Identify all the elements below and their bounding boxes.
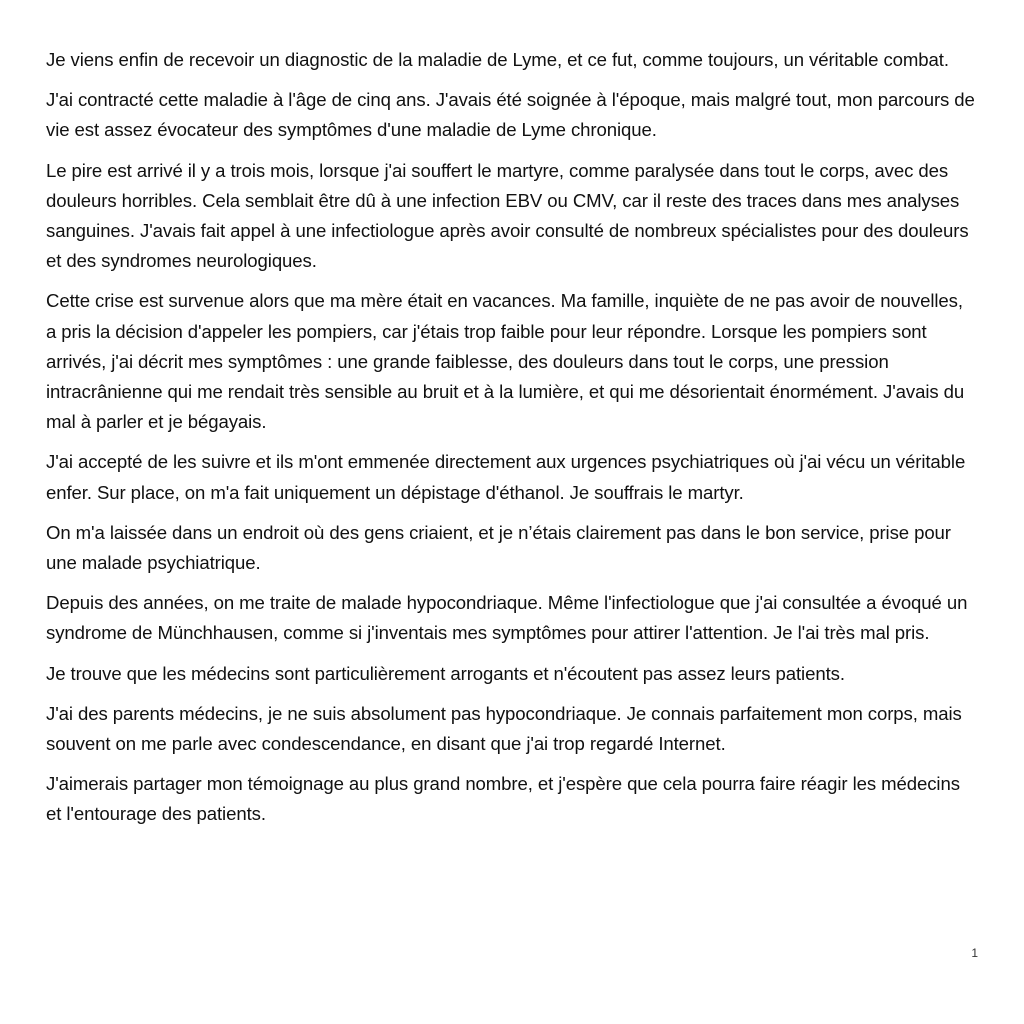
paragraph-7: Depuis des années, on me traite de malade hypocondriaque. Même l'infectiologue que j'ai consultée a évoqué un syndrome de Münchhausen, comme si j'inventais mes symptômes pour attirer l'attention. Je l'ai très mal pris.	[46, 592, 968, 644]
paragraph-5: J'ai accepté de les suivre et ils m'ont emmenée directement aux urgences psychiatriques où j'ai vécu un véritable enfer. Sur place, on m'a fait uniquement un dépistage d'éthanol. Je souffrais le martyr.	[46, 451, 966, 503]
paragraph-2: J'ai contracté cette maladie à l'âge de cinq ans. J'avais été soignée à l'époque, mais malgré tout, mon parcours de vie est assez évocateur des symptômes d'une maladie de Lyme chronique.	[46, 89, 975, 141]
paragraph-9: J'ai des parents médecins, je ne suis absolument pas hypocondriaque. Je connais parfaitement mon corps, mais souvent on me parle avec condescendance, en disant que j'ai trop regardé Internet.	[46, 702, 962, 755]
page-number: 1	[971, 946, 978, 960]
paragraph-1: Je viens enfin de recevoir un diagnostic de la maladie de Lyme, et ce fut, comme toujours, un véritable combat.	[46, 49, 949, 70]
paragraph-10: J'aimerais partager mon témoignage au plus grand nombre, et j'espère que cela pourra faire réagir les médecins et l'entourage des patients.	[46, 773, 960, 825]
paragraph-6: On m'a laissée dans un endroit où des gens criaient, et je n’étais clairement pas dans le bon service, prise pour une malade psychiatrique.	[46, 521, 951, 574]
paragraph-3: Le pire est arrivé il y a trois mois, lorsque j'ai souffert le martyre, comme paralysée dans tout le corps, avec des douleurs horribles. Cela semblait être dû à une infection EBV ou CMV, car il reste des traces dans mes analyses sanguines. J'avais fait appel à une infectiologue après avoir consulté de nombreux spécialistes pour des douleurs et des syndromes neurologiques.	[46, 159, 969, 272]
paragraph-8: Je trouve que les médecins sont particulièrement arrogants et n'écoutent pas assez leurs patients.	[46, 662, 845, 684]
paragraph-4: Cette crise est survenue alors que ma mère était en vacances. Ma famille, inquiète de ne pas avoir de nouvelles, a pris la décision d'appeler les pompiers, car j'étais trop faible pour leur répondre. Lorsque les pompiers sont arrivés, j'ai décrit mes symptômes : une grande faiblesse, des douleurs dans tout le corps, une pression intracrânienne qui me rendait très sensible au bruit et à la lumière, et qui me désorientait énormément. J'avais du mal à parler et je bégayais.	[46, 290, 965, 433]
